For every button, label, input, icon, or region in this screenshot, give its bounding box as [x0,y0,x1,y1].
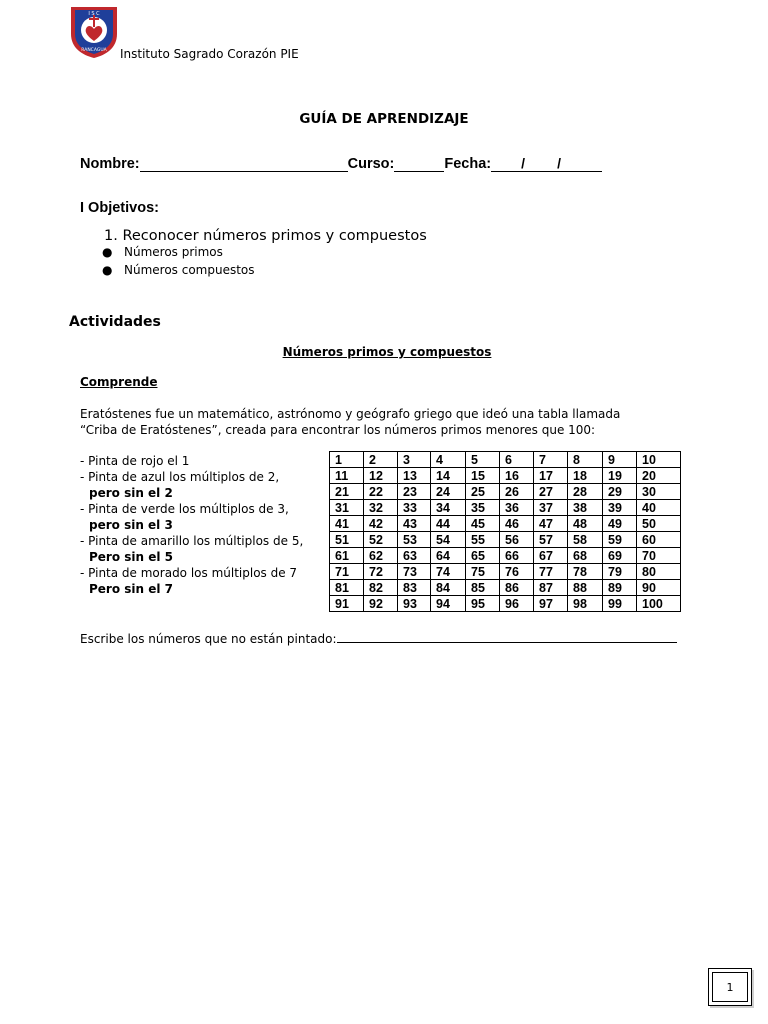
instruction-item: - Pinta de morado los múltiplos de 7 [80,566,298,580]
grid-cell[interactable]: 44 [431,516,466,532]
grid-cell[interactable]: 4 [431,452,466,468]
instruction-item: - Pinta de azul los múltiplos de 2, [80,470,280,484]
grid-row [330,452,681,468]
student-info-line [80,156,602,172]
bullet-text: Números primos [124,245,223,259]
grid-cell[interactable]: 66 [500,548,534,564]
grid-cell[interactable]: 57 [534,532,568,548]
instruction-item: - Pinta de amarillo los múltiplos de 5, [80,534,304,548]
course-field[interactable] [394,156,444,172]
grid-cell[interactable]: 9 [603,452,637,468]
grid-cell[interactable]: 22 [364,484,398,500]
instruction-item: - Pinta de verde los múltiplos de 3, [80,502,289,516]
grid-cell[interactable]: 55 [466,532,500,548]
grid-cell[interactable]: 29 [603,484,637,500]
grid-cell[interactable]: 79 [603,564,637,580]
grid-cell[interactable]: 90 [637,580,681,596]
grid-cell[interactable]: 42 [364,516,398,532]
date-field[interactable] [491,156,602,172]
objectives-heading: I Objetivos: [80,200,159,216]
date-label: Fecha: [444,156,492,172]
grid-cell[interactable]: 86 [500,580,534,596]
document-title: GUÍA DE APRENDIZAJE [299,111,469,127]
grid-cell[interactable]: 91 [330,596,364,612]
grid-cell[interactable]: 19 [603,468,637,484]
grid-cell[interactable]: 49 [603,516,637,532]
grid-cell[interactable]: 99 [603,596,637,612]
grid-cell[interactable]: 94 [431,596,466,612]
comprende-heading: Comprende [80,375,158,389]
grid-cell[interactable]: 54 [431,532,466,548]
grid-cell[interactable]: 52 [364,532,398,548]
name-label: Nombre: [80,156,140,172]
grid-cell[interactable]: 1 [330,452,364,468]
logo-text-bottom: RANCAGUA [81,48,107,53]
grid-row [330,516,681,532]
grid-cell[interactable]: 2 [364,452,398,468]
write-prompt: Escribe los números que no están pintado: [80,632,337,646]
logo-text-top: I S C [88,11,100,17]
grid-cell[interactable]: 88 [568,580,603,596]
sieve-number-grid [329,451,681,612]
grid-cell[interactable]: 77 [534,564,568,580]
answer-field[interactable] [337,630,677,643]
grid-cell[interactable]: 63 [398,548,431,564]
grid-cell[interactable]: 76 [500,564,534,580]
activities-heading: Actividades [69,314,161,330]
instruction-item: - Pinta de rojo el 1 [80,454,190,468]
grid-cell[interactable]: 31 [330,500,364,516]
grid-cell[interactable]: 62 [364,548,398,564]
grid-cell[interactable]: 41 [330,516,364,532]
grid-cell[interactable]: 15 [466,468,500,484]
grid-cell[interactable]: 25 [466,484,500,500]
grid-cell[interactable]: 21 [330,484,364,500]
grid-row [330,548,681,564]
grid-cell[interactable]: 70 [637,548,681,564]
grid-cell[interactable]: 39 [603,500,637,516]
course-label: Curso: [347,156,395,172]
grid-cell[interactable]: 58 [568,532,603,548]
grid-cell[interactable]: 5 [466,452,500,468]
grid-cell[interactable]: 59 [603,532,637,548]
grid-cell[interactable]: 75 [466,564,500,580]
grid-cell[interactable]: 97 [534,596,568,612]
grid-cell[interactable]: 35 [466,500,500,516]
objective-text: Reconocer números primos y compuestos [122,228,427,244]
grid-cell[interactable]: 12 [364,468,398,484]
grid-cell[interactable]: 74 [431,564,466,580]
grid-cell[interactable]: 61 [330,548,364,564]
grid-cell[interactable]: 28 [568,484,603,500]
page-number-box [708,968,752,1006]
grid-cell[interactable]: 30 [637,484,681,500]
grid-cell[interactable]: 45 [466,516,500,532]
grid-cell[interactable]: 84 [431,580,466,596]
instruction-exception: Pero sin el 7 [89,582,174,596]
grid-row [330,500,681,516]
grid-cell[interactable]: 93 [398,596,431,612]
school-name: Instituto Sagrado Corazón PIE [120,47,299,61]
grid-cell[interactable]: 82 [364,580,398,596]
grid-cell[interactable]: 50 [637,516,681,532]
grid-cell[interactable]: 81 [330,580,364,596]
objective-item [104,228,427,244]
grid-cell[interactable]: 16 [500,468,534,484]
grid-cell[interactable]: 47 [534,516,568,532]
grid-row [330,580,681,596]
grid-cell[interactable]: 8 [568,452,603,468]
grid-cell[interactable]: 23 [398,484,431,500]
grid-cell[interactable]: 10 [637,452,681,468]
grid-cell[interactable]: 13 [398,468,431,484]
grid-cell[interactable]: 17 [534,468,568,484]
grid-cell[interactable]: 40 [637,500,681,516]
grid-row [330,484,681,500]
grid-cell[interactable]: 32 [364,500,398,516]
intro-line: “Criba de Eratóstenes”, creada para encontrar los números primos menores que 100: [80,423,596,437]
grid-cell[interactable]: 72 [364,564,398,580]
grid-cell[interactable]: 68 [568,548,603,564]
instruction-exception: pero sin el 3 [89,518,173,532]
grid-cell[interactable]: 100 [637,596,681,612]
section-title: Números primos y compuestos [282,345,492,359]
grid-cell[interactable]: 14 [431,468,466,484]
grid-cell[interactable]: 36 [500,500,534,516]
grid-cell[interactable]: 85 [466,580,500,596]
grid-cell[interactable]: 46 [500,516,534,532]
grid-cell[interactable]: 33 [398,500,431,516]
grid-cell[interactable]: 24 [431,484,466,500]
grid-cell[interactable]: 18 [568,468,603,484]
grid-cell[interactable]: 92 [364,596,398,612]
page-number: 1 [726,980,734,994]
grid-cell[interactable]: 27 [534,484,568,500]
grid-cell[interactable]: 53 [398,532,431,548]
name-field[interactable] [140,156,348,172]
instruction-exception: pero sin el 2 [89,486,173,500]
grid-cell[interactable]: 56 [500,532,534,548]
grid-cell[interactable]: 69 [603,548,637,564]
grid-row [330,532,681,548]
grid-cell[interactable]: 64 [431,548,466,564]
grid-cell[interactable]: 3 [398,452,431,468]
date-slash-2: / [557,155,561,171]
grid-cell[interactable]: 65 [466,548,500,564]
grid-row [330,564,681,580]
grid-cell[interactable]: 26 [500,484,534,500]
grid-cell[interactable]: 78 [568,564,603,580]
objective-number: 1. [104,228,118,244]
grid-cell[interactable]: 95 [466,596,500,612]
bullet-item [102,245,223,259]
grid-cell[interactable]: 37 [534,500,568,516]
grid-cell[interactable]: 80 [637,564,681,580]
grid-cell[interactable]: 38 [568,500,603,516]
grid-cell[interactable]: 83 [398,580,431,596]
bullet-text: Números compuestos [124,263,255,277]
bullet-item [102,263,255,277]
bullet-icon: ● [102,263,113,277]
date-slash-1: / [521,155,525,171]
grid-cell[interactable]: 11 [330,468,364,484]
grid-cell[interactable]: 67 [534,548,568,564]
grid-cell[interactable]: 60 [637,532,681,548]
grid-cell[interactable]: 34 [431,500,466,516]
grid-cell[interactable]: 98 [568,596,603,612]
grid-cell[interactable]: 51 [330,532,364,548]
grid-cell[interactable]: 48 [568,516,603,532]
grid-cell[interactable]: 43 [398,516,431,532]
grid-row [330,468,681,484]
grid-cell[interactable]: 87 [534,580,568,596]
school-crest-icon [68,4,120,60]
grid-cell[interactable]: 7 [534,452,568,468]
grid-cell[interactable]: 96 [500,596,534,612]
grid-cell[interactable]: 20 [637,468,681,484]
write-prompt-line [80,630,677,646]
intro-line: Eratóstenes fue un matemático, astrónomo y geógrafo griego que ideó una tabla llamada [80,407,621,421]
grid-cell[interactable]: 89 [603,580,637,596]
grid-row [330,596,681,612]
grid-cell[interactable]: 73 [398,564,431,580]
instruction-exception: Pero sin el 5 [89,550,174,564]
bullet-icon: ● [102,245,113,259]
grid-cell[interactable]: 6 [500,452,534,468]
grid-cell[interactable]: 71 [330,564,364,580]
